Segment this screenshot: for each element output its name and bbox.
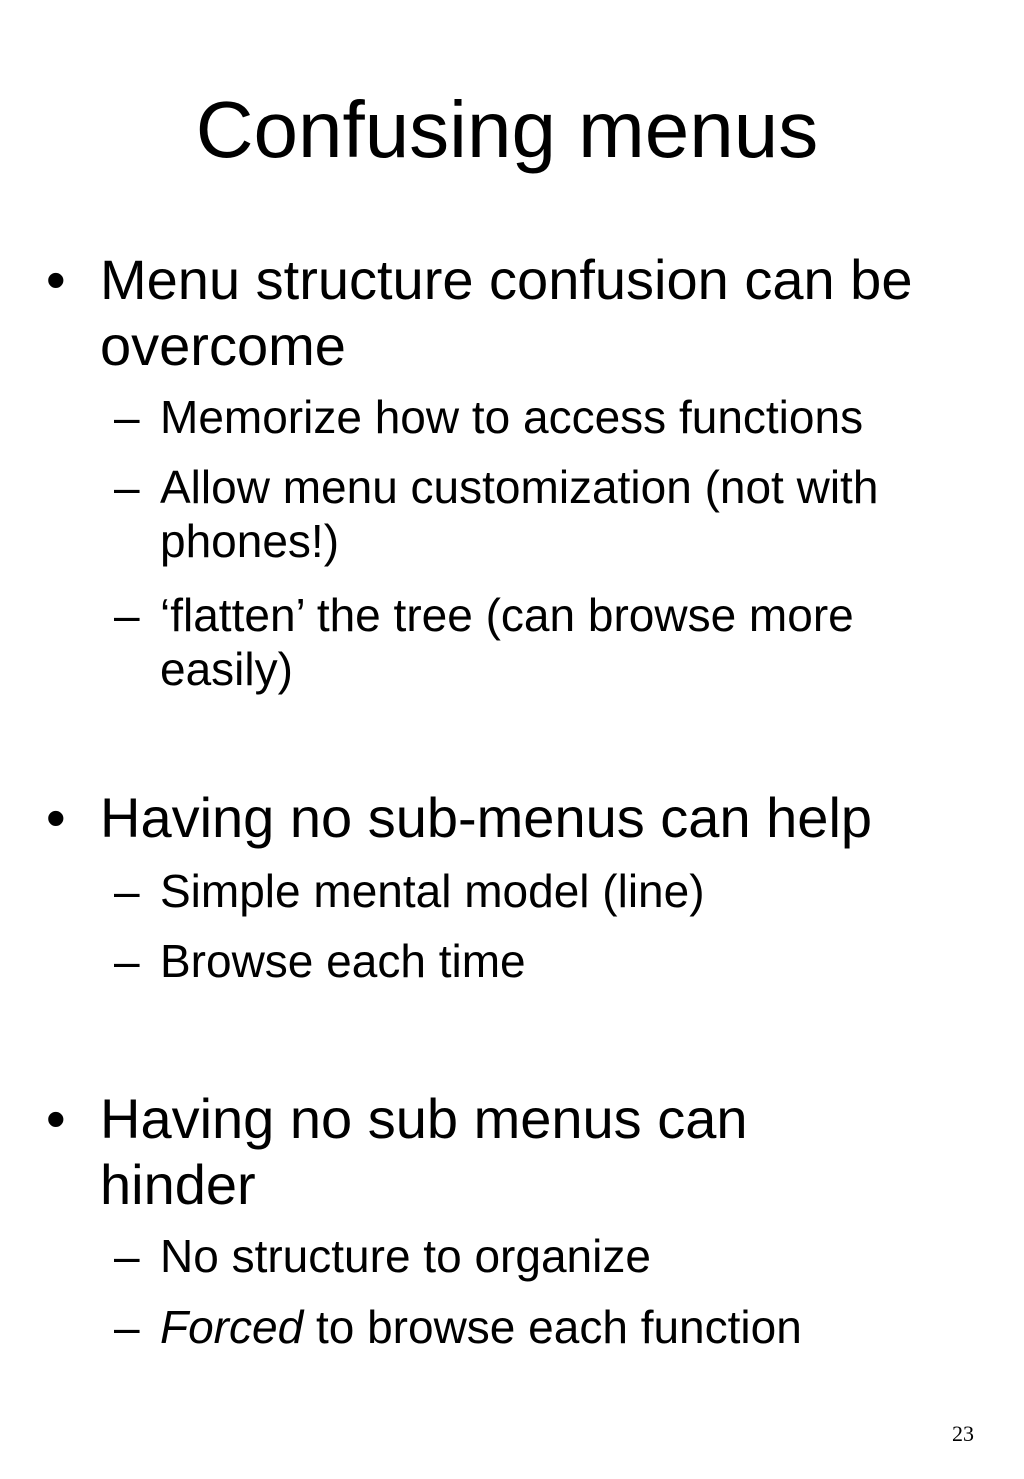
bullet-text: Having no sub-menus can help — [100, 786, 873, 849]
bullet-text: Having no sub menus can hinder — [100, 1087, 748, 1216]
sub-marker: – — [114, 935, 140, 987]
sub-text-forced — [160, 1300, 990, 1354]
sub-marker: – — [114, 1230, 140, 1282]
page-number: 23 — [952, 1421, 974, 1446]
sub-marker: – — [114, 1301, 140, 1353]
sub-marker: – — [114, 391, 140, 443]
slide-title: Confusing menus — [195, 85, 819, 174]
sub-text: No structure to organize — [160, 1230, 651, 1282]
sub-text: Allow menu customization (not with phones!) — [160, 461, 879, 567]
sub-marker: – — [114, 865, 140, 917]
sub-text: Memorize how to access functions — [160, 391, 864, 443]
sub-text: ‘flatten’ the tree (can browse more easily) — [160, 589, 854, 695]
sub-marker: – — [114, 589, 140, 641]
bullet-marker: • — [46, 786, 66, 849]
sub-text-rest: to browse each function — [303, 1301, 802, 1353]
bullet-text: Menu structure confusion can be overcome — [100, 248, 913, 377]
emphasis-text: Forced — [160, 1301, 304, 1353]
bullet-marker: • — [46, 1087, 66, 1150]
sub-text: Simple mental model (line) — [160, 865, 705, 917]
bullet-marker: • — [46, 248, 66, 311]
sub-text: Browse each time — [160, 935, 526, 987]
sub-marker: – — [114, 461, 140, 513]
